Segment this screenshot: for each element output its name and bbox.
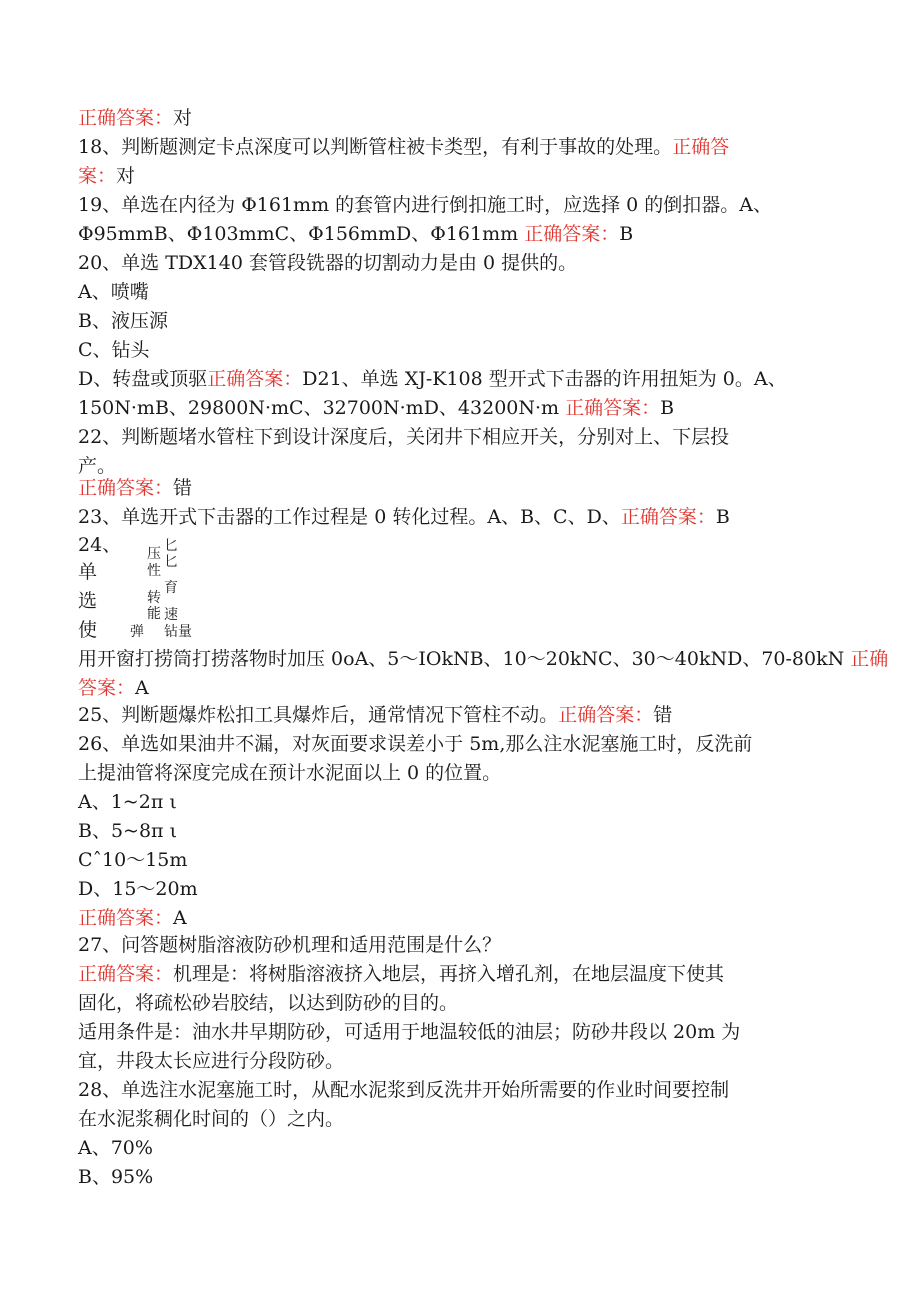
option-b: B、95% [78, 1166, 154, 1188]
q24-char-2: 选 [78, 590, 98, 612]
question-20: 20、单选 TDX140 套管段铣器的切割动力是由 0 提供的。 [78, 252, 578, 274]
q24-frag: 转 [147, 590, 161, 606]
option-d: D、15～20m [78, 878, 198, 900]
question-22: 22、判断题堵水管柱下到设计深度后，关闭井下相应开关，分别对上、下层投 [78, 426, 730, 448]
q24-frag: 匕 [164, 554, 178, 570]
q24-num: 24、 [78, 534, 122, 556]
question-27-answer: 正确答案：机理是：将树脂溶液挤入地层，再挤入增孔剂，在地层温度下使其 [78, 963, 725, 985]
question-19: 19、单选在内径为 Φ161mm 的套管内进行倒扣施工时，应选择 0 的倒扣器。A、 [78, 194, 773, 216]
option-a: A、1~2π ι [78, 791, 177, 813]
option-a: A、喷嘴 [78, 281, 149, 303]
q24-frag: 匕 [164, 538, 178, 554]
question-24-answer: 答案：A [78, 677, 149, 699]
question-24-body: 用开窗打捞筒打捞落物时加压 0oA、5～IOkNB、10～20kNC、30～40kND、70-80kN 正确 [78, 648, 889, 670]
question-19-options: Φ95mmB、Φ103mmC、Φ156mmD、Φ161mm 正确答案：B [78, 223, 634, 245]
q24-frag: 钻量 [164, 624, 192, 640]
option-b: B、液压源 [78, 310, 168, 332]
question-26-answer: 正确答案：A [78, 907, 187, 929]
question-28-cont: 在水泥浆稠化时间的（）之内。 [78, 1108, 345, 1130]
option-d-and-question-21: D、转盘或顶驱正确答案：D21、单选 XJ-K108 型开式下击器的许用扭矩为 0。A、 [78, 368, 787, 390]
question-21-options: 150N·mB、29800N·mC、32700N·mD、43200N·m 正确答案：B [78, 397, 675, 419]
answer-line: 正确答案：对 [78, 107, 193, 129]
question-27-answer-cont: 宜，井段太长应进行分段防砂。 [78, 1050, 345, 1072]
option-a: A、70% [78, 1137, 153, 1159]
option-c: Cˆ10～15m [78, 849, 188, 871]
question-27-answer-cont: 固化，将疏松砂岩胶结，以达到防砂的目的。 [78, 992, 459, 1014]
question-27: 27、问答题树脂溶液防砂机理和适用范围是什么？ [78, 934, 502, 956]
question-22-cont: 产。 [78, 455, 117, 477]
question-23: 23、单选开式下击器的工作过程是 0 转化过程。A、B、C、D、正确答案：B [78, 506, 730, 528]
question-27-answer-cont: 适用条件是：油水井早期防砂，可适用于地温较低的油层；防砂井段以 20m 为 [78, 1021, 741, 1043]
q24-frag: 弹 [130, 624, 144, 640]
q24-frag: 能 [147, 606, 161, 622]
option-b: B、5~8π ι [78, 820, 178, 842]
q24-frag: 压 [147, 546, 161, 562]
question-25: 25、判断题爆炸松扣工具爆炸后，通常情况下管柱不动。正确答案：错 [78, 704, 673, 726]
q24-frag: 性 [147, 563, 161, 579]
q24-char-1: 单 [78, 561, 98, 583]
option-c: C、钻头 [78, 339, 150, 361]
question-26: 26、单选如果油井不漏，对灰面要求误差小于 5m,那么注水泥塞施工时，反洗前 [78, 733, 753, 755]
q24-frag: 育 [164, 580, 178, 596]
question-18: 18、判断题测定卡点深度可以判断管柱被卡类型，有利于事故的处理。正确答 [78, 136, 730, 158]
question-18-answer: 案：对 [78, 165, 136, 187]
question-28: 28、单选注水泥塞施工时，从配水泥浆到反洗井开始所需要的作业时间要控制 [78, 1079, 730, 1101]
q24-char-3: 使 [78, 619, 98, 641]
question-22-answer: 正确答案：错 [78, 477, 193, 499]
question-26-cont: 上提油管将深度完成在预计水泥面以上 0 的位置。 [78, 762, 502, 784]
q24-frag: 速 [164, 607, 178, 623]
